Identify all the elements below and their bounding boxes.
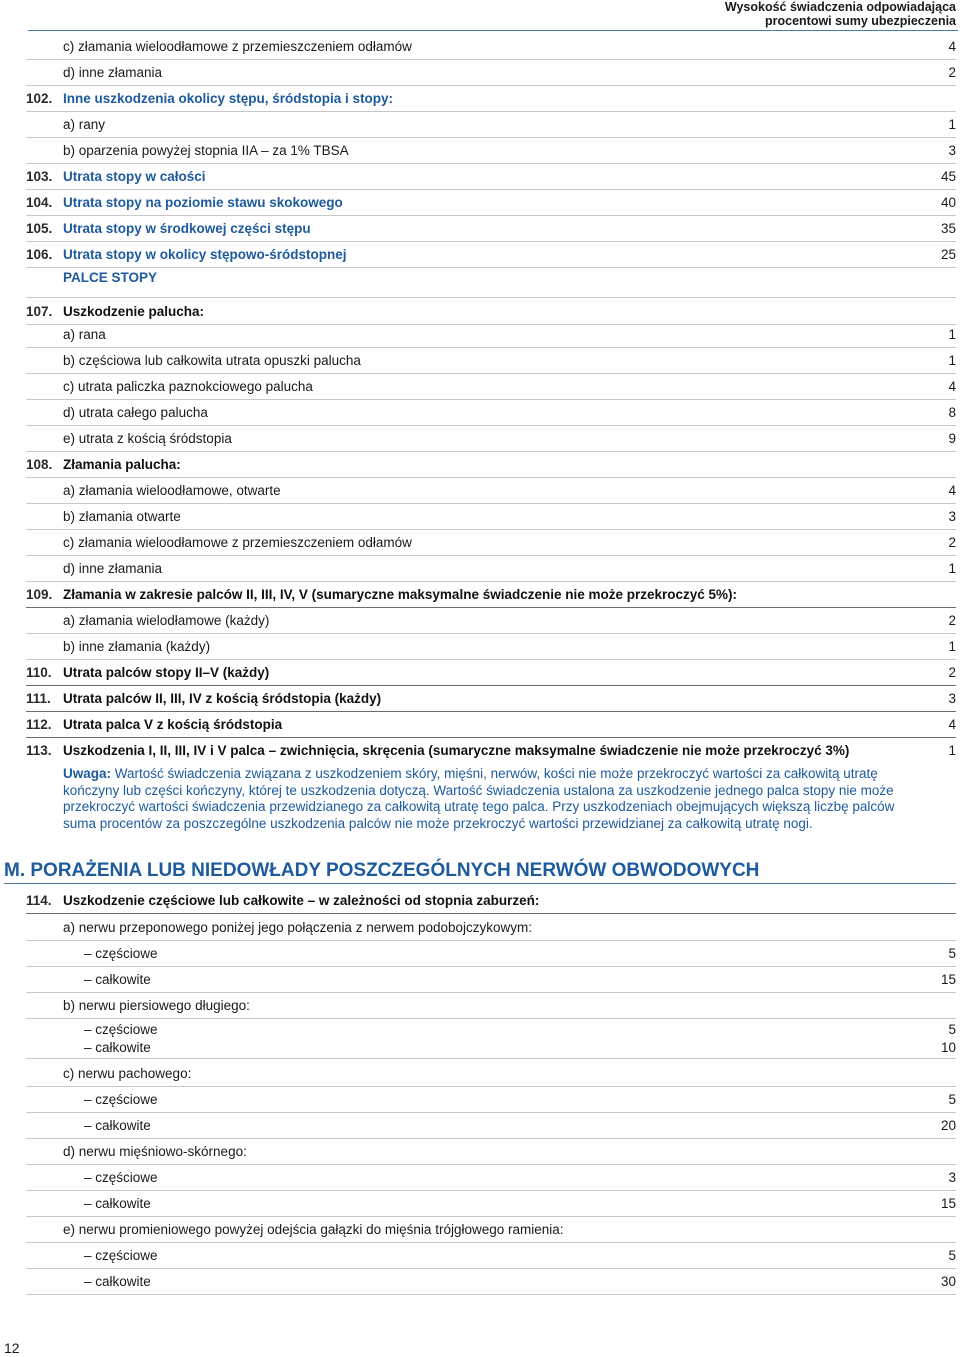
item-number: 110. [26, 664, 52, 680]
item-value: 5 [948, 1091, 956, 1107]
item-text: b) częściowa lub całkowita utrata opuszki palucha [63, 352, 361, 368]
list-item [26, 1112, 956, 1139]
item-value: 4 [948, 716, 956, 732]
item-value: 1 [948, 638, 956, 654]
list-item [26, 992, 956, 1019]
list-item [26, 1242, 956, 1269]
item-value: 25 [940, 246, 956, 262]
item-number: 109. [26, 586, 53, 602]
item-value: 1 [948, 326, 956, 342]
item-value: 1 [948, 560, 956, 576]
item-text: – częściowe [84, 945, 158, 961]
item-value: 5 [948, 945, 956, 961]
item-text: – całkowite [84, 1195, 151, 1211]
list-item [26, 607, 956, 634]
table-row [26, 887, 956, 914]
item-text: – całkowite [84, 1039, 151, 1055]
item-value: 10 [940, 1039, 956, 1055]
item-number: 112. [26, 716, 52, 732]
list-item [26, 1036, 956, 1059]
note-text: Wartość świadczenia związana z uszkodzeniem skóry, mięśni, nerwów, kości nie może przekroczyć wartości za całkowitą utratę kończyny lub części kończyny, której te uszkodzenia dotyczą. Wartość świadczenia ustalona za uszkodzenie jednego palca stopy nie może przekroczyć wartości świadczenia przewidzianego za całkowitą utratę tego palca. Przy uszkodzeniach obejmujących większą liczbę palców suma procentów za poszczególne uszkodzenia palców nie może przekroczyć wartości przewidzianej za całkowitą utratę nogi. [63, 766, 895, 831]
list-item [26, 529, 956, 556]
note-paragraph [63, 766, 903, 832]
page-number: 12 [4, 1340, 20, 1356]
column-header [536, 0, 956, 28]
item-title: Uszkodzenia I, II, III, IV i V palca – zwichnięcia, skręcenia (sumaryczne maksymalne świadczenie nie może przekroczyć 3%) [63, 742, 850, 758]
table-row [26, 659, 956, 686]
item-number: 103. [26, 168, 53, 184]
item-value: 5 [948, 1247, 956, 1263]
item-value: 8 [948, 404, 956, 420]
item-number: 113. [26, 742, 52, 758]
list-item [26, 373, 956, 400]
note-label: Uwaga: [63, 766, 112, 781]
item-value: 3 [948, 1169, 956, 1185]
group-label: b) nerwu piersiowego długiego: [63, 997, 250, 1013]
item-value: 40 [940, 194, 956, 210]
item-text: a) złamania wielodłamowe (każdy) [63, 612, 270, 628]
item-title: Złamania w zakresie palców II, III, IV, V (sumaryczne maksymalne świadczenie nie może przekroczyć 5%): [63, 586, 738, 602]
item-text: – częściowe [84, 1169, 158, 1185]
item-number: 105. [26, 220, 53, 236]
item-value: 1 [948, 352, 956, 368]
item-text: a) rana [63, 326, 106, 342]
column-header-line1: Wysokość świadczenia odpowiadająca [724, 0, 956, 14]
item-number: 114. [26, 892, 52, 908]
item-value: 2 [948, 612, 956, 628]
item-title: Złamania palucha: [63, 456, 181, 472]
list-item [26, 33, 956, 60]
header-divider [28, 30, 958, 31]
item-title: Utrata palca V z kością śródstopia [63, 716, 283, 732]
table-row [26, 241, 956, 268]
item-text: b) oparzenia powyżej stopnia IIA – za 1% TBSA [63, 142, 349, 158]
group-label: e) nerwu promieniowego powyżej odejścia gałązki do mięśnia trójgłowego ramienia: [63, 1221, 564, 1237]
item-text: – całkowite [84, 1273, 151, 1289]
item-text: a) rany [63, 116, 106, 132]
list-item [26, 940, 956, 967]
item-number: 107. [26, 303, 53, 319]
table-row [26, 711, 956, 738]
item-text: d) utrata całego palucha [63, 404, 208, 420]
item-value: 30 [940, 1273, 956, 1289]
item-text: c) utrata paliczka paznokciowego palucha [63, 378, 313, 394]
item-value: 15 [940, 1195, 956, 1211]
table-row [26, 189, 956, 216]
table-row [26, 85, 956, 112]
item-text: – częściowe [84, 1021, 158, 1037]
table-row [26, 581, 956, 608]
table-row [26, 451, 956, 478]
item-value: 3 [948, 508, 956, 524]
item-title: Utrata palców II, III, IV z kością śródstopia (każdy) [63, 690, 382, 706]
item-value: 2 [948, 64, 956, 80]
item-value: 2 [948, 664, 956, 680]
list-item [26, 111, 956, 138]
item-value: 15 [940, 971, 956, 987]
item-text: – całkowite [84, 1117, 151, 1133]
list-item [26, 1060, 956, 1087]
section-subheading: PALCE STOPY [63, 270, 158, 285]
item-text: c) złamania wieloodłamowe z przemieszczeniem odłamów [63, 534, 412, 550]
list-item [26, 1164, 956, 1191]
list-item [26, 137, 956, 164]
item-value: 4 [948, 38, 956, 54]
item-value: 20 [940, 1117, 956, 1133]
item-title: Inne uszkodzenia okolicy stępu, śródstopia i stopy: [63, 90, 394, 106]
item-value: 9 [948, 430, 956, 446]
table-row [26, 685, 956, 712]
item-text: b) inne złamania (każdy) [63, 638, 211, 654]
list-item [26, 1268, 956, 1295]
list-item [26, 1086, 956, 1113]
item-number: 108. [26, 456, 53, 472]
item-title: Utrata palców stopy II–V (każdy) [63, 664, 270, 680]
list-item [26, 399, 956, 426]
item-value: 2 [948, 534, 956, 550]
section-divider [4, 883, 956, 884]
list-item [26, 477, 956, 504]
item-title: Uszkodzenie częściowe lub całkowite – w zależności od stopnia zaburzeń: [63, 892, 540, 908]
item-value: 5 [948, 1021, 956, 1037]
list-item [26, 59, 956, 86]
item-value: 1 [948, 742, 956, 758]
group-label: d) nerwu mięśniowo-skórnego: [63, 1143, 247, 1159]
item-title: Utrata stopy w całości [63, 168, 206, 184]
list-item [26, 1216, 956, 1243]
item-text: d) inne złamania [63, 560, 163, 576]
list-item [26, 347, 956, 374]
item-text: c) złamania wieloodłamowe z przemieszczeniem odłamów [63, 38, 412, 54]
item-number: 106. [26, 246, 53, 262]
list-item [26, 321, 956, 348]
item-value: 3 [948, 142, 956, 158]
list-item [26, 966, 956, 993]
item-text: e) utrata z kością śródstopia [63, 430, 232, 446]
item-text: – częściowe [84, 1247, 158, 1263]
group-label: c) nerwu pachowego: [63, 1065, 192, 1081]
table-row [26, 215, 956, 242]
item-text: a) złamania wieloodłamowe, otwarte [63, 482, 281, 498]
column-header-line2: procentowi sumy ubezpieczenia [764, 14, 956, 28]
list-item [26, 503, 956, 530]
item-title: Utrata stopy w okolicy stępowo-śródstopnej [63, 246, 347, 262]
list-item [26, 914, 956, 941]
item-value: 45 [940, 168, 956, 184]
item-value: 1 [948, 116, 956, 132]
item-text: – całkowite [84, 971, 151, 987]
list-item [26, 1190, 956, 1217]
item-value: 4 [948, 378, 956, 394]
list-item [26, 633, 956, 660]
list-item [26, 425, 956, 452]
item-text: d) inne złamania [63, 64, 163, 80]
item-text: – częściowe [84, 1091, 158, 1107]
table-row [26, 737, 956, 763]
list-item [26, 555, 956, 582]
item-value: 35 [940, 220, 956, 236]
item-number: 111. [26, 690, 51, 706]
item-value: 3 [948, 690, 956, 706]
item-title: Utrata stopy w środkowej części stępu [63, 220, 311, 236]
item-text: b) złamania otwarte [63, 508, 181, 524]
item-title: Uszkodzenie palucha: [63, 303, 205, 319]
table-row [26, 163, 956, 190]
group-label: a) nerwu przeponowego poniżej jego połączenia z nerwem podobojczykowym: [63, 919, 533, 935]
item-title: Utrata stopy na poziomie stawu skokowego [63, 194, 343, 210]
item-number: 104. [26, 194, 53, 210]
list-item [26, 1138, 956, 1165]
item-value: 4 [948, 482, 956, 498]
item-number: 102. [26, 90, 53, 106]
section-heading: M. PORAŻENIA LUB NIEDOWŁADY POSZCZEGÓLNYCH NERWÓW OBWODOWYCH [4, 860, 760, 881]
